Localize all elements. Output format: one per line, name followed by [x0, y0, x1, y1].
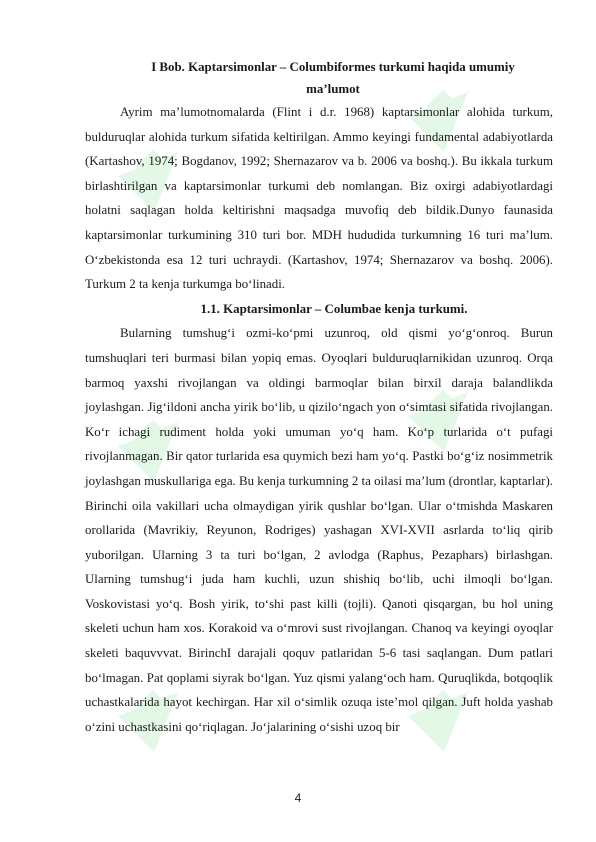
chapter-heading-line2: ma’lumot — [306, 82, 360, 96]
chapter-heading-line1: I Bob. Kaptarsimonlar – Columbiformes turkumi haqida umumiy — [151, 60, 515, 74]
document-page — [85, 56, 553, 739]
section-heading: 1.1. Kaptarsimonlar – Columbae kenja turkumi. — [200, 301, 468, 316]
paragraph-columbae: Bularning tumshug‘i ozmi-ko‘pmi uzunroq, old qismi yo‘g‘onroq. Burun tumshuqlari teri burmasi bilan yopiq emas. Oyoqlari bulduruqlarnikidan uzunroq. Orqa barmoq yaxshi rivojlangan va oldingi barmoqlar bilan birxil daraja balandlikda joylashgan. Jig‘ildoni ancha yirik bo‘lib, u qizilo‘ngach yon o‘simtasi sifatida rivojlangan. Ko‘r ichagi rudiment holda yoki umuman yo‘q ham. Ko‘p turlarida o‘t pufagi rivojlanmagan. Bir qator turlarida esa quymich bezi ham yo‘q. Pastki bo‘g‘iz nosimmetrik joylashgan muskullariga ega. Bu kenja turkumning 2 ta oilasi ma’lum (drontlar, kaptarlar). Birinchi oila vakillari ucha olmaydigan yirik qushlar bo‘lgan. Ular o‘tmishda Maskaren orollarida (Mavrikiy, Reyunon, Rodriges) yashagan XVI-XVII asrlarda to‘liq qirib yuborilgan. Ularning 3 ta turi bo‘lgan, 2 avlodga (Raphus, Pezaphars) birlashgan. Ularning tumshug‘i juda ham kuchli, uzun shishiq bo‘lib, uchi ilmoqli bo‘lgan. Voskovistasi yo‘q. Bosh yirik, to‘shi past killi (tojli). Qanoti qisqargan, bu hol uning skeleti uchun ham xos. Korakoid va o‘mrovi sust rivojlangan. Chanoq va keyingi oyoqlar skeleti baquvvvat. BirinchI darajali qoquv patlaridan 5-6 tasi saqlangan. Dum patlari bo‘lmagan. Pat qoplami siyrak bo‘lgan. Yuz qismi yalang‘och ham. Quruqlikda, botqoqlik uchastkalarida hayot kechirgan. Har xil o‘simlik ozuqa iste’mol qilgan. Juft holda yashab o‘zini uchastkasini qo‘riqlagan. Jo‘jalarining o‘sishi uzoq bir — [85, 326, 553, 734]
paragraph-intro: Ayrim ma’lumotnomalarda (Flint i d.r. 1968) kaptarsimonlar alohida turkum, bulduruqlar alohida turkum sifatida keltirilgan. Ammo keyingi fundamental adabiyotlarda (Kartashov, 1974; Bogdanov, 1992; Shernazarov va b. 2006 va boshq.). Bu ikkala turkum birlashtirilgan va kaptarsimonlar turkumi deb nomlangan. Biz oxirgi adabiyotlardagi holatni saqlagan holda keltirishni maqsadga muvofiq deb bildik.Dunyo faunasida kaptarsimonlar turkumining 310 turi bor. MDH hududida turkumning 16 turi ma’lum. O‘zbekistonda esa 12 turi uchraydi. (Kartashov, 1974; Shernazarov va boshq. 2006). Turkum 2 ta kenja turkumga bo‘linadi. — [85, 105, 553, 292]
page-number: 4 — [294, 791, 302, 805]
chapter-heading — [85, 56, 553, 100]
